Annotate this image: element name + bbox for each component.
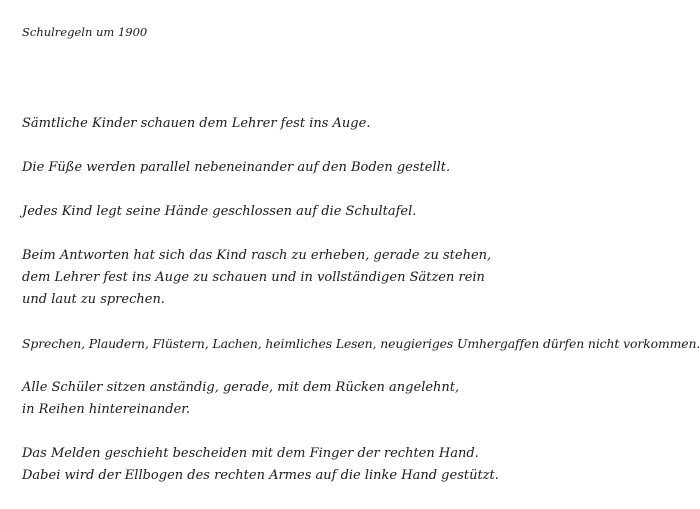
rule-line: Jedes Kind legt seine Hände geschlossen auf die Schultafel. — [22, 204, 417, 219]
rule-line: Sämtliche Kinder schauen dem Lehrer fest ins Auge. — [22, 116, 371, 131]
rule-line: in Reihen hintereinander. — [22, 402, 191, 417]
rule-3 — [22, 201, 692, 223]
rule-line: Die Füße werden parallel nebeneinander auf den Boden gestellt. — [22, 160, 451, 175]
rules-list — [22, 113, 700, 509]
rule-line: Das Melden geschieht bescheiden mit dem Finger der rechten Hand. — [22, 446, 479, 461]
rule-7 — [22, 443, 692, 487]
rule-line: Alle Schüler sitzen anständig, gerade, mit dem Rücken angelehnt, — [22, 380, 460, 395]
rule-line: Dabei wird der Ellbogen des rechten Armes auf die linke Hand gestützt. — [22, 468, 499, 483]
rule-line: dem Lehrer fest ins Auge zu schauen und in vollständigen Sätzen rein — [22, 270, 485, 285]
rule-5 — [22, 333, 700, 355]
rule-6 — [22, 377, 692, 421]
rule-line: Sprechen, Plaudern, Flüstern, Lachen, heimliches Lesen, neugieriges Umhergaffen dürfen nicht vorkommen. — [22, 336, 700, 351]
rule-1 — [22, 113, 692, 135]
rule-line: Beim Antworten hat sich das Kind rasch zu erheben, gerade zu stehen, — [22, 248, 492, 263]
document-title: Schulregeln um 1900 — [22, 25, 148, 39]
rule-4 — [22, 245, 692, 311]
rule-line: und laut zu sprechen. — [22, 292, 165, 307]
rule-2 — [22, 157, 692, 179]
